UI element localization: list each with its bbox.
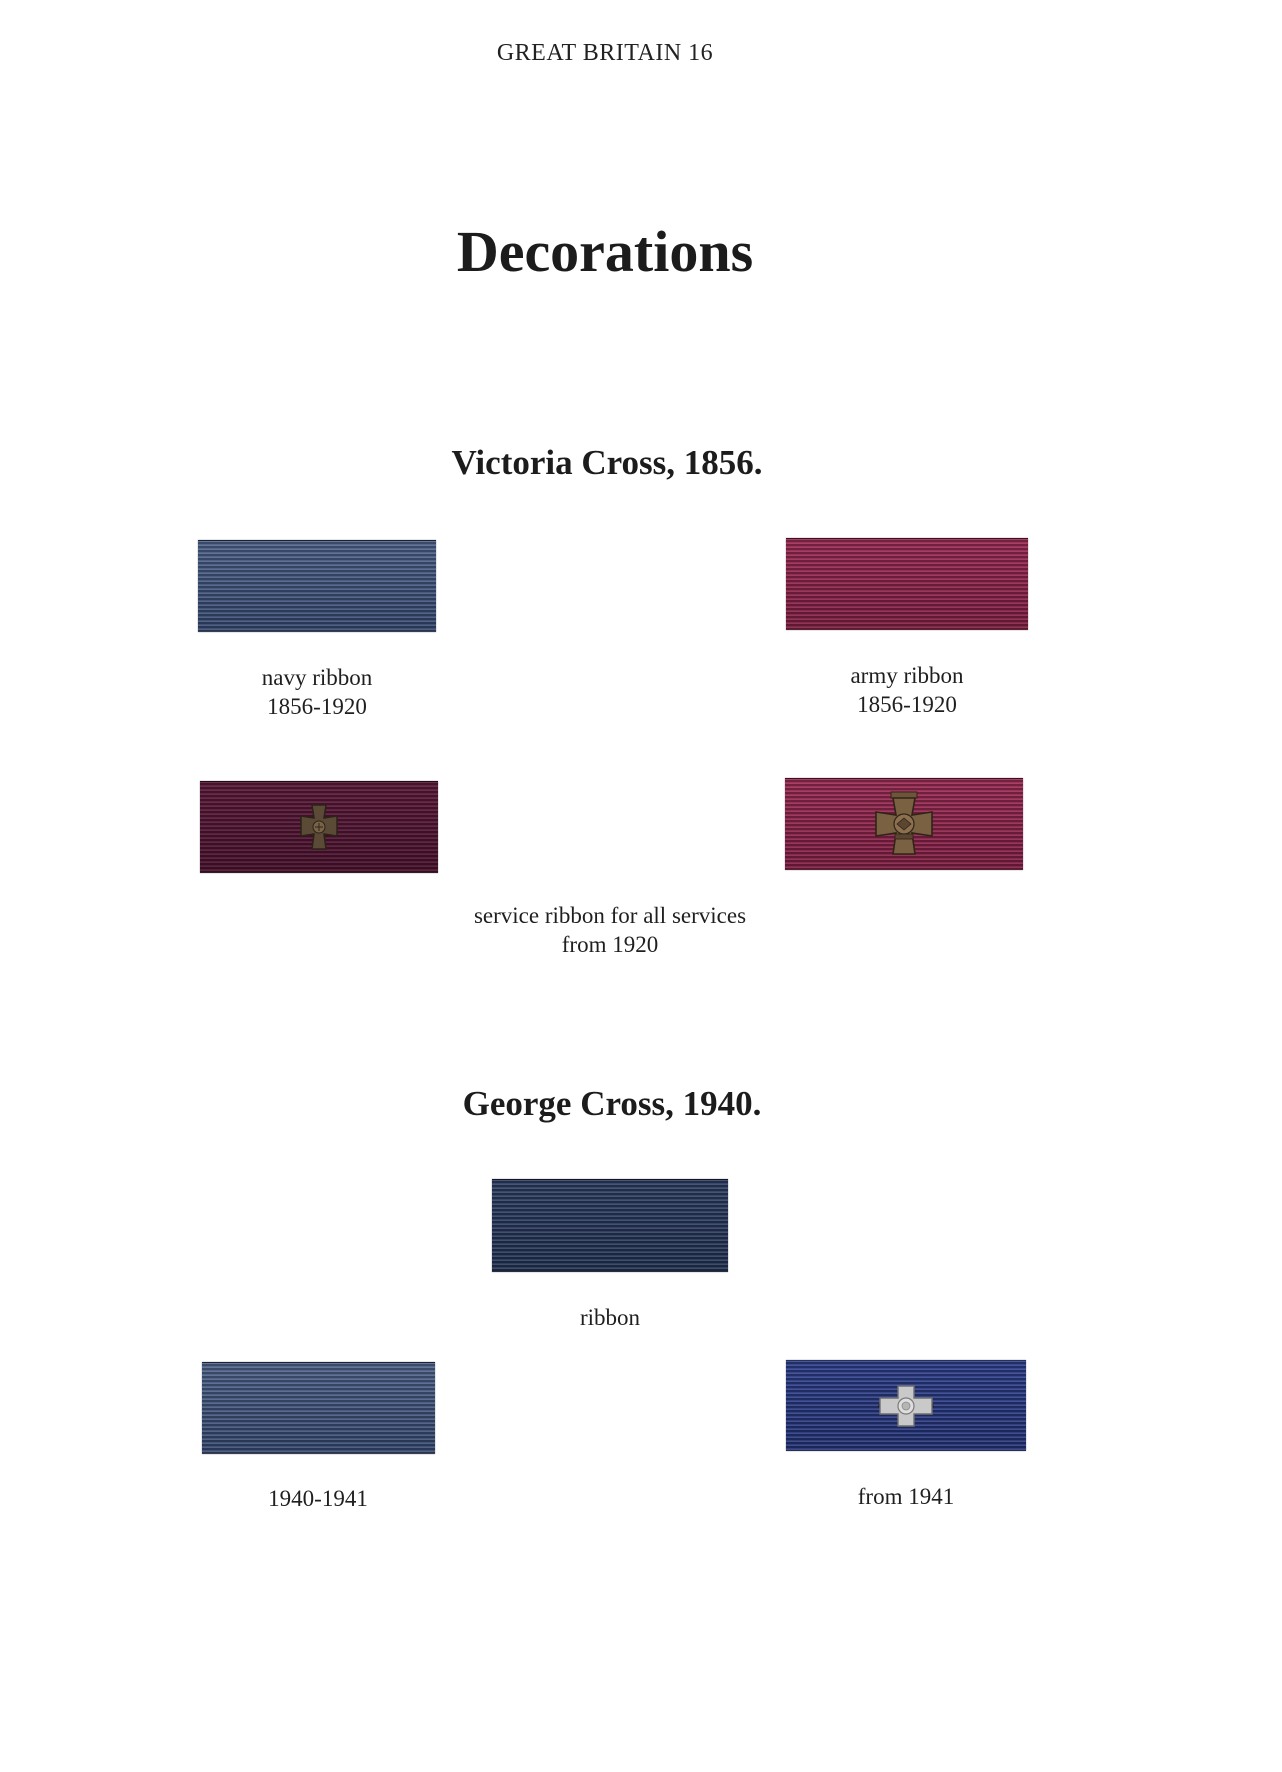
bronze-cross-icon bbox=[296, 803, 342, 851]
section-title-george-cross: George Cross, 1940. bbox=[462, 1084, 762, 1123]
army-ribbon bbox=[786, 538, 1028, 630]
army-ribbon-caption bbox=[807, 661, 1007, 719]
bronze-cross-icon bbox=[872, 791, 936, 857]
navy-ribbon-caption-line2: 1856-1920 bbox=[267, 694, 367, 719]
army-ribbon-caption-line1: army ribbon bbox=[850, 663, 964, 688]
george-cross-ribbon-caption: ribbon bbox=[579, 1305, 641, 1330]
george-cross-ribbon-early bbox=[202, 1362, 435, 1454]
page-title: Decorations bbox=[456, 219, 754, 284]
section-title-victoria-cross: Victoria Cross, 1856. bbox=[451, 443, 763, 482]
silver-cross-icon bbox=[872, 1384, 940, 1428]
navy-ribbon-caption bbox=[217, 663, 417, 721]
page-header: GREAT BRITAIN 16 bbox=[496, 40, 714, 66]
navy-ribbon bbox=[198, 540, 436, 632]
army-ribbon-caption-line2: 1856-1920 bbox=[857, 692, 957, 717]
service-ribbon-caption-line2: from 1920 bbox=[561, 932, 659, 957]
george-cross-ribbon-late-caption: from 1941 bbox=[857, 1484, 955, 1509]
navy-ribbon-caption-line1: navy ribbon bbox=[261, 665, 373, 690]
service-ribbon-caption bbox=[455, 901, 765, 959]
service-ribbon-small-emblem bbox=[200, 781, 438, 873]
george-cross-ribbon bbox=[492, 1179, 728, 1272]
george-cross-ribbon-late bbox=[786, 1360, 1026, 1451]
service-ribbon-large-emblem bbox=[785, 778, 1023, 870]
service-ribbon-caption-line1: service ribbon for all services bbox=[473, 903, 747, 928]
george-cross-ribbon-early-caption: 1940-1941 bbox=[268, 1486, 368, 1511]
